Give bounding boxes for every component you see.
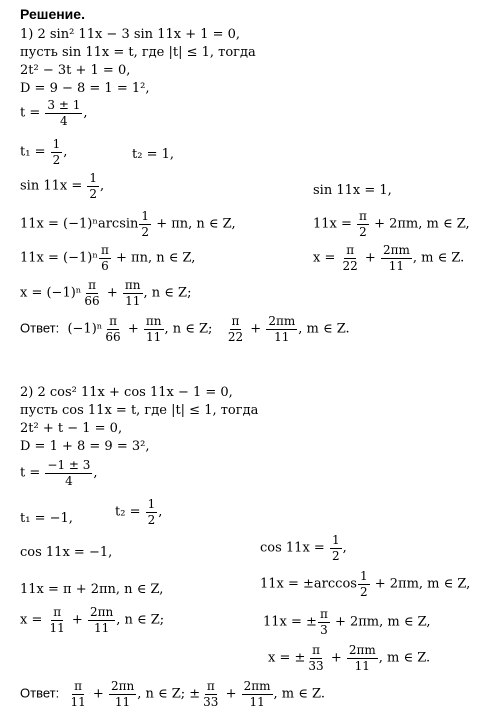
p1-t2: t₂ = 1, — [132, 147, 174, 162]
p2-roots-formula — [20, 459, 98, 487]
p1-ans-fraction-1 — [103, 315, 122, 343]
frac-num: 1 — [331, 533, 340, 547]
p2-case1-general: 11x = π + 2πn, n ∈ Z, — [20, 582, 164, 597]
frac-den: 11 — [274, 329, 290, 344]
heading-solution: Решение. — [20, 6, 85, 22]
frac-num: π — [74, 679, 83, 693]
p1-case1-solution — [20, 279, 191, 307]
frac-num: π — [359, 209, 367, 223]
frac-den: 22 — [227, 329, 244, 344]
p1-b1-suffix: + πn, n ∈ Z, — [116, 250, 196, 266]
p2-substitution: пусть cos 11x = t, где |t| ≤ 1, тогда — [20, 403, 259, 418]
p1-quadratic: 2t² − 3t + 1 = 0, — [20, 63, 131, 78]
p2-case1-cos: cos 11x = −1, — [20, 545, 113, 560]
frac-num: 2πn — [89, 605, 114, 619]
frac-num: π — [346, 243, 355, 257]
p1-a1-fraction — [139, 210, 151, 238]
frac-num: 2πm — [382, 243, 410, 257]
frac-den: 11 — [249, 694, 265, 709]
frac-den: 11 — [125, 293, 141, 308]
frac-den: 66 — [84, 293, 100, 308]
p1-b2-fraction-2 — [381, 244, 412, 272]
p1-ans-mid: , n ∈ Z; — [164, 321, 213, 337]
p2-quadratic: 2t² + t − 1 = 0, — [20, 421, 123, 436]
frac-num: 1 — [359, 569, 368, 583]
frac-num: −1 ± 3 — [47, 458, 91, 472]
p1-case2-solution — [313, 244, 464, 272]
p2-c2-fraction — [330, 534, 342, 562]
p2-answer — [20, 680, 325, 708]
frac-den: 11 — [354, 658, 370, 673]
frac-num: 2πm — [348, 643, 376, 657]
p2-e2-fraction — [318, 608, 330, 636]
frac-den: 66 — [105, 329, 121, 344]
p1-a2-prefix: 11x = — [313, 216, 352, 232]
frac-num: 3 ± 1 — [47, 98, 81, 112]
p1-s1-prefix: sin 11x = — [20, 178, 83, 194]
p2-discriminant: D = 1 + 8 = 9 = 3², — [20, 439, 150, 454]
p1-a2-suffix: + 2πm, m ∈ Z, — [374, 216, 470, 232]
frac-num: π — [312, 643, 320, 657]
p1-c1-suffix: , n ∈ Z; — [143, 285, 192, 301]
p1-b2-suffix: , m ∈ Z. — [412, 250, 465, 266]
p1-a1-prefix: 11x = (−1)ⁿarcsin — [20, 216, 139, 232]
p2-case2-simplified — [263, 608, 431, 636]
p2-e1-plus: + — [71, 612, 83, 628]
p2-e2-suffix: + 2πm, m ∈ Z, — [334, 614, 431, 630]
frac-den: 2 — [141, 224, 150, 239]
frac-num: π — [100, 243, 109, 257]
p2-equation: 2) 2 cos² 11x + cos 11x − 1 = 0, — [20, 385, 233, 400]
p1-ans-fraction-4 — [266, 315, 297, 343]
frac-num: 2πm — [268, 314, 296, 328]
p2-ans-fraction-4 — [242, 680, 273, 708]
p2-ans-plus-2: + — [225, 686, 237, 702]
p1-b2-plus: + — [364, 250, 376, 266]
frac-num: 2πn — [110, 679, 135, 693]
p1-case2-general — [313, 210, 470, 238]
p1-answer — [20, 315, 350, 343]
p1-case1-sin — [20, 172, 104, 200]
frac-num: π — [319, 607, 328, 621]
frac-den: 2 — [89, 186, 98, 201]
p1-t1-fraction — [51, 138, 63, 166]
p1-c1-fraction-1 — [82, 279, 101, 307]
p2-d2-fraction — [358, 570, 370, 598]
p1-b1-fraction — [99, 244, 111, 272]
p2-f2-plus: + — [330, 650, 342, 666]
p1-c1-plus: + — [106, 285, 118, 301]
p2-case2-solution — [268, 644, 430, 672]
p2-t2-suffix: , — [158, 504, 163, 520]
p2-t2-fraction — [146, 498, 158, 526]
p1-t1-prefix: t₁ = — [20, 144, 46, 160]
frac-den: 6 — [101, 258, 109, 273]
p1-discriminant: D = 9 − 8 = 1 = 1², — [20, 81, 150, 96]
frac-den: 2 — [147, 512, 156, 527]
frac-num: 1 — [147, 497, 156, 511]
frac-den: 2 — [331, 548, 340, 563]
frac-den: 2 — [359, 584, 368, 599]
frac-den: 4 — [65, 473, 73, 488]
frac-num: π — [88, 278, 96, 292]
p2-d2-suffix: + 2πm, m ∈ Z, — [374, 576, 471, 592]
frac-num: π — [109, 314, 117, 328]
p1-c1-fraction-2 — [123, 279, 143, 307]
frac-num: 1 — [141, 209, 150, 223]
frac-num: 2πm — [243, 679, 271, 693]
p2-t-fraction — [45, 459, 92, 487]
frac-den: 11 — [49, 620, 65, 635]
p1-ans-fraction-2 — [144, 315, 164, 343]
frac-num: π — [53, 605, 62, 619]
p1-roots-formula — [20, 99, 87, 127]
frac-den: 11 — [93, 620, 110, 635]
p2-case2-cos — [260, 534, 347, 562]
p2-case2-general — [260, 570, 470, 598]
p1-s1-suffix: , — [100, 178, 105, 194]
p1-substitution: пусть sin 11x = t, где |t| ≤ 1, тогда — [20, 45, 256, 60]
frac-num: πn — [145, 314, 162, 328]
p1-equation: 1) 2 sin² 11x − 3 sin 11x + 1 = 0, — [20, 27, 241, 42]
frac-den: 11 — [114, 694, 131, 709]
frac-den: 11 — [70, 694, 86, 709]
p2-t1: t₁ = −1, — [20, 511, 73, 526]
p2-e1-suffix: , n ∈ Z; — [116, 612, 165, 628]
frac-num: 1 — [89, 171, 98, 185]
p1-a1-suffix: + πn, n ∈ Z, — [156, 216, 236, 232]
frac-num: πn — [124, 278, 141, 292]
frac-num: π — [206, 679, 215, 693]
p2-ans-plus-1: + — [92, 686, 104, 702]
p2-f2-prefix: x = ± — [268, 650, 306, 666]
p2-e1-fraction-1 — [48, 606, 67, 634]
p1-case2-sin: sin 11x = 1, — [313, 183, 392, 198]
frac-den: 2 — [359, 224, 367, 239]
p2-answer-label: Ответ: — [20, 685, 60, 701]
p2-d2-prefix: 11x = ±arccos — [260, 576, 357, 592]
p1-ans-plus-2: + — [250, 321, 262, 337]
p1-answer-label: Ответ: — [20, 320, 60, 336]
frac-num: 1 — [52, 137, 61, 151]
frac-den: 11 — [146, 329, 162, 344]
p1-t-fraction — [45, 99, 82, 127]
p2-c2-prefix: cos 11x = — [260, 540, 325, 556]
p2-t2-prefix: t₂ = — [115, 504, 141, 520]
p2-f2-fraction-2 — [347, 644, 378, 672]
p2-e1-fraction-2 — [88, 606, 115, 634]
p1-b2-prefix: x = — [313, 250, 336, 266]
p1-ans-plus-1: + — [127, 321, 139, 337]
frac-den: 33 — [203, 694, 219, 709]
p1-t-prefix: t = — [20, 105, 41, 121]
frac-den: 3 — [320, 622, 328, 637]
p1-c1-prefix: x = (−1)ⁿ — [20, 285, 82, 301]
p2-t2 — [115, 498, 162, 526]
p1-b2-fraction-1 — [341, 244, 360, 272]
p1-b1-prefix: 11x = (−1)ⁿ — [20, 250, 98, 266]
p2-ans-end: , m ∈ Z. — [273, 686, 325, 702]
p1-ans-fraction-3 — [226, 315, 245, 343]
p2-f2-suffix: , m ∈ Z. — [378, 650, 431, 666]
p2-ans-fraction-2 — [109, 680, 136, 708]
frac-num: π — [231, 314, 240, 328]
p2-e2-prefix: 11x = ± — [263, 614, 317, 630]
p2-c2-suffix: , — [342, 540, 347, 556]
p2-case1-solution — [20, 606, 164, 634]
p1-ans-end: , m ∈ Z. — [298, 321, 350, 337]
p1-t1-suffix: , — [63, 144, 68, 160]
frac-den: 22 — [342, 258, 358, 273]
frac-den: 2 — [52, 152, 61, 167]
p2-t-suffix: , — [93, 465, 98, 481]
frac-den: 4 — [60, 113, 68, 128]
p1-s1-fraction — [87, 172, 99, 200]
p2-ans-fraction-1 — [68, 680, 87, 708]
p1-case1-simplified — [20, 244, 195, 272]
p2-ans-mid: , n ∈ Z; ± — [137, 686, 201, 702]
p1-ans-prefix: (−1)ⁿ — [67, 321, 103, 337]
p1-t-suffix: , — [83, 105, 88, 121]
p1-a2-fraction — [357, 210, 369, 238]
p2-f2-fraction-1 — [306, 644, 325, 672]
frac-den: 33 — [308, 658, 324, 673]
p1-case1-general — [20, 210, 236, 238]
p1-t1 — [20, 138, 67, 166]
p2-ans-fraction-3 — [201, 680, 220, 708]
p2-t-prefix: t = — [20, 465, 41, 481]
frac-den: 11 — [388, 258, 405, 273]
p2-e1-prefix: x = — [20, 612, 43, 628]
